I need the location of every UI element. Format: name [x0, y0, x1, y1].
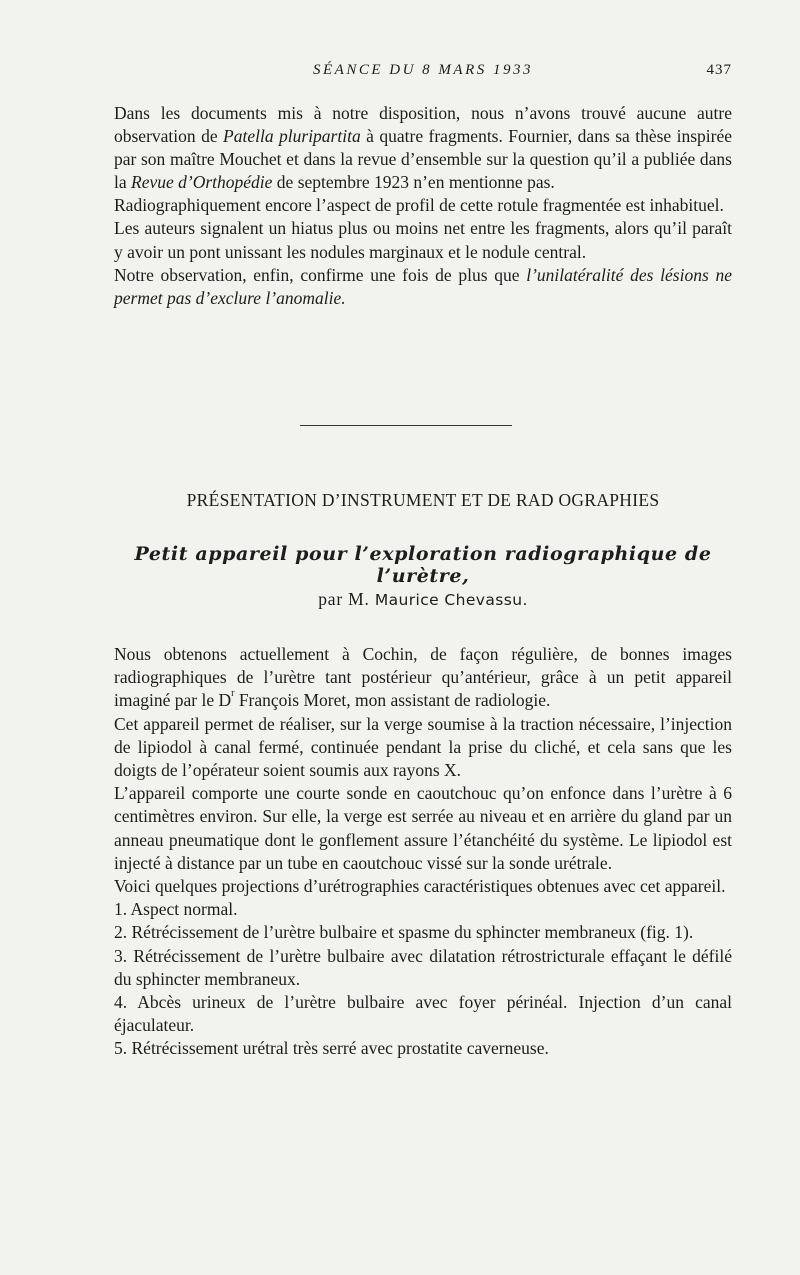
author-name: Maurice Chevassu. — [374, 591, 528, 609]
paragraph — [114, 264, 732, 310]
paragraph — [114, 643, 732, 713]
section-heading: PRÉSENTATION D’INSTRUMENT ET DE RAD OGRAPHIES — [186, 490, 660, 510]
page-number: 437 — [706, 62, 732, 78]
list-item: 2. Rétrécissement de l’urètre bulbaire et spasme du sphincter membraneux (fig. 1). — [114, 922, 694, 943]
list-item: 3. Rétrécissement de l’urètre bulbaire avec dilatation rétrostricturale effaçant le défilé du sphincter membraneux. — [114, 945, 732, 989]
text-run: de septembre 1923 n’en mentionne pas. — [272, 172, 555, 193]
paragraph: Cet appareil permet de réaliser, sur la verge soumise à la traction nécessaire, l’injection de lipiodol à canal fermé, continuée pendant la prise du cliché, et cela sans que les doigts de l’opérateur soient soumis aux rayons X. — [114, 713, 732, 781]
article-body — [114, 643, 732, 1061]
superscript: r — [231, 688, 235, 700]
paragraph — [114, 102, 732, 194]
text-run: François Moret, mon assistant de radiologie. — [234, 690, 551, 711]
text-run: Notre observation, enfin, confirme une fois de plus que — [114, 264, 527, 285]
text-run: Dans les documents mis à notre disposition, nous n’avons trouvé aucune autre observation de — [114, 103, 732, 147]
byline — [114, 589, 732, 610]
running-title: SÉANCE DU 8 MARS 1933 — [313, 62, 533, 78]
byline-prefix: par M. — [318, 589, 375, 609]
paragraph: Les auteurs signalent un hiatus plus ou moins net entre les fragments, alors qu’il paraît y avoir un pont unissant les nodules marginaux et le nodule central. — [114, 218, 732, 262]
paragraph: Radiographiquement encore l’aspect de profil de cette rotule fragmentée est inhabituel. — [114, 195, 724, 216]
list-item: 1. Aspect normal. — [114, 899, 238, 920]
closing-paragraphs — [114, 102, 732, 310]
article-title: Petit appareil pour l’exploration radiographique de l’urètre, — [134, 543, 712, 587]
paragraph: L’appareil comporte une courte sonde en caoutchouc qu’on enfonce dans l’urètre à 6 centimètres environ. Sur elle, la verge est serrée au niveau et en arrière du gland par un anneau pneumatique dont le gonflement assure l’étanchéité du système. Le lipiodol est injecté à distance par un tube en caoutchouc vissé sur la sonde urétrale. — [114, 783, 732, 873]
italic-run: Revue d’Orthopédie — [131, 172, 273, 193]
text-run: Nous obtenons actuellement à Cochin, de façon régulière, de bonnes images radiographiques de l’urètre tant postérieur qu’antérieur, grâce à un petit appareil imaginé par le D — [114, 644, 732, 711]
section-divider — [300, 425, 512, 426]
paragraph: Voici quelques projections d’urétrographies caractéristiques obtenues avec cet appareil. — [114, 876, 726, 897]
italic-run: l’unilatéralité des lésions ne permet pas d’exclure l’anomalie. — [114, 264, 732, 308]
list-item: 5. Rétrécissement urétral très serré avec prostatite caverneuse. — [114, 1038, 549, 1059]
text-run: à quatre fragments. Fournier, dans sa thèse inspirée par son maître Mouchet et dans la revue d’ensemble sur la question qu’il a publiée dans la — [114, 126, 732, 193]
list-item: 4. Abcès urineux de l’urètre bulbaire avec foyer périnéal. Injection d’un canal éjaculateur. — [114, 992, 732, 1036]
running-header — [114, 62, 732, 86]
italic-run: Patella pluripartita — [223, 126, 361, 147]
